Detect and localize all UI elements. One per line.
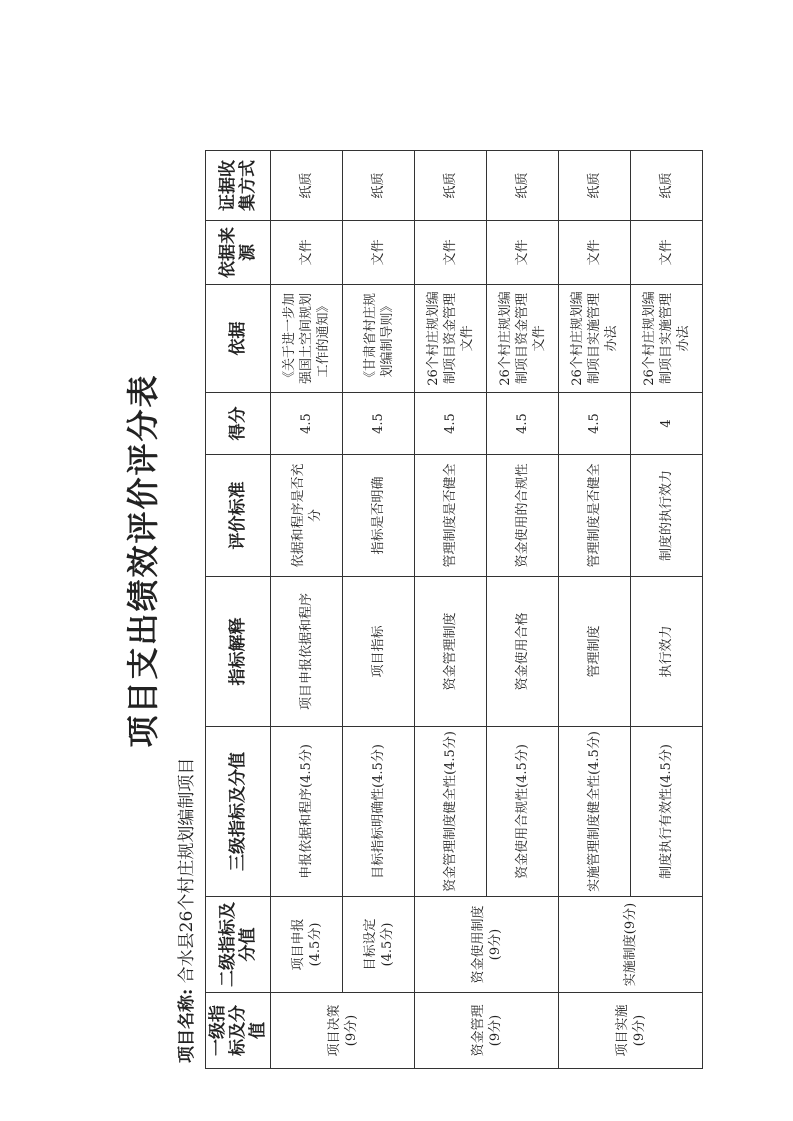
source-cell: 文件 (343, 221, 415, 285)
header-cell: 依据来源 (206, 221, 271, 285)
standard-cell: 管理制度是否健全 (415, 455, 487, 577)
standard-cell: 管理制度是否健全 (559, 455, 631, 577)
source-cell: 文件 (631, 221, 703, 285)
basis-cell: 《关于进一步加强国土空间规划工作的通知》 (271, 285, 343, 393)
source-cell: 文件 (559, 221, 631, 285)
header-cell: 二级指标及分值 (206, 897, 271, 993)
level1-cell: 项目实施 (9分) (559, 993, 703, 1069)
header-cell: 评价标准 (206, 455, 271, 577)
project-name-line (172, 758, 197, 1063)
score-cell: 4.5 (487, 393, 559, 455)
explain-cell: 项目指标 (343, 577, 415, 727)
project-name-value: 合水县26个村庄规划编制项目 (177, 757, 197, 984)
header-cell: 得分 (206, 393, 271, 455)
level3-cell: 制度执行有效性(4.5分) (631, 727, 703, 897)
explain-cell: 项目申报依据和程序 (271, 577, 343, 727)
source-cell: 文件 (271, 221, 343, 285)
table-row (415, 151, 487, 1069)
project-name-label: 项目名称: (177, 988, 197, 1063)
explain-cell: 资金管理制度 (415, 577, 487, 727)
level3-cell: 资金管理制度健全性(4.5分) (415, 727, 487, 897)
explain-cell: 资金使用合格 (487, 577, 559, 727)
basis-cell: 26个村庄规划编制项目实施管理办法 (631, 285, 703, 393)
level3-cell: 实施管理制度健全性(4.5分) (559, 727, 631, 897)
explain-cell: 管理制度 (559, 577, 631, 727)
level2-cell: 实施制度(9分) (559, 897, 703, 993)
method-cell: 纸质 (415, 151, 487, 221)
standard-cell: 依据和程序是否充分 (271, 455, 343, 577)
level1-cell: 项目决策 (9分) (271, 993, 415, 1069)
level2-cell: 项目申报 (4.5分) (271, 897, 343, 993)
header-cell: 依据 (206, 285, 271, 393)
standard-cell: 资金使用的合规性 (487, 455, 559, 577)
table-row (343, 151, 415, 1069)
level2-cell: 资金使用制度(9分) (415, 897, 559, 993)
basis-cell: 26个村庄规划编制项目实施管理办法 (559, 285, 631, 393)
level3-cell: 资金使用合规性(4.5分) (487, 727, 559, 897)
page-title: 项目支出绩效评价评分表 (124, 373, 162, 748)
level3-cell: 申报依据和程序(4.5分) (271, 727, 343, 897)
evaluation-table (205, 150, 703, 1069)
score-cell: 4 (631, 393, 703, 455)
basis-cell: 26个村庄规划编制项目资金管理文件 (415, 285, 487, 393)
level3-cell: 目标指标明确性(4.5分) (343, 727, 415, 897)
score-cell: 4.5 (271, 393, 343, 455)
basis-cell: 《甘肃省村庄规划编制导则》 (343, 285, 415, 393)
source-cell: 文件 (415, 221, 487, 285)
method-cell: 纸质 (343, 151, 415, 221)
table-row (271, 151, 343, 1069)
header-cell: 三级指标及分值 (206, 727, 271, 897)
score-cell: 4.5 (343, 393, 415, 455)
level2-cell: 目标设定 (4.5分) (343, 897, 415, 993)
header-row (206, 151, 271, 1069)
header-cell: 一级指标及分值 (206, 993, 271, 1069)
basis-cell: 26个村庄规划编制项目资金管理文件 (487, 285, 559, 393)
standard-cell: 制度的执行效力 (631, 455, 703, 577)
score-cell: 4.5 (559, 393, 631, 455)
source-cell: 文件 (487, 221, 559, 285)
method-cell: 纸质 (271, 151, 343, 221)
method-cell: 纸质 (631, 151, 703, 221)
standard-cell: 指标是否明确 (343, 455, 415, 577)
table-row (559, 151, 631, 1069)
level1-cell: 资金管理 (9分) (415, 993, 559, 1069)
header-cell: 指标解释 (206, 577, 271, 727)
explain-cell: 执行效力 (631, 577, 703, 727)
method-cell: 纸质 (559, 151, 631, 221)
header-cell: 证据收集方式 (206, 151, 271, 221)
score-cell: 4.5 (415, 393, 487, 455)
method-cell: 纸质 (487, 151, 559, 221)
